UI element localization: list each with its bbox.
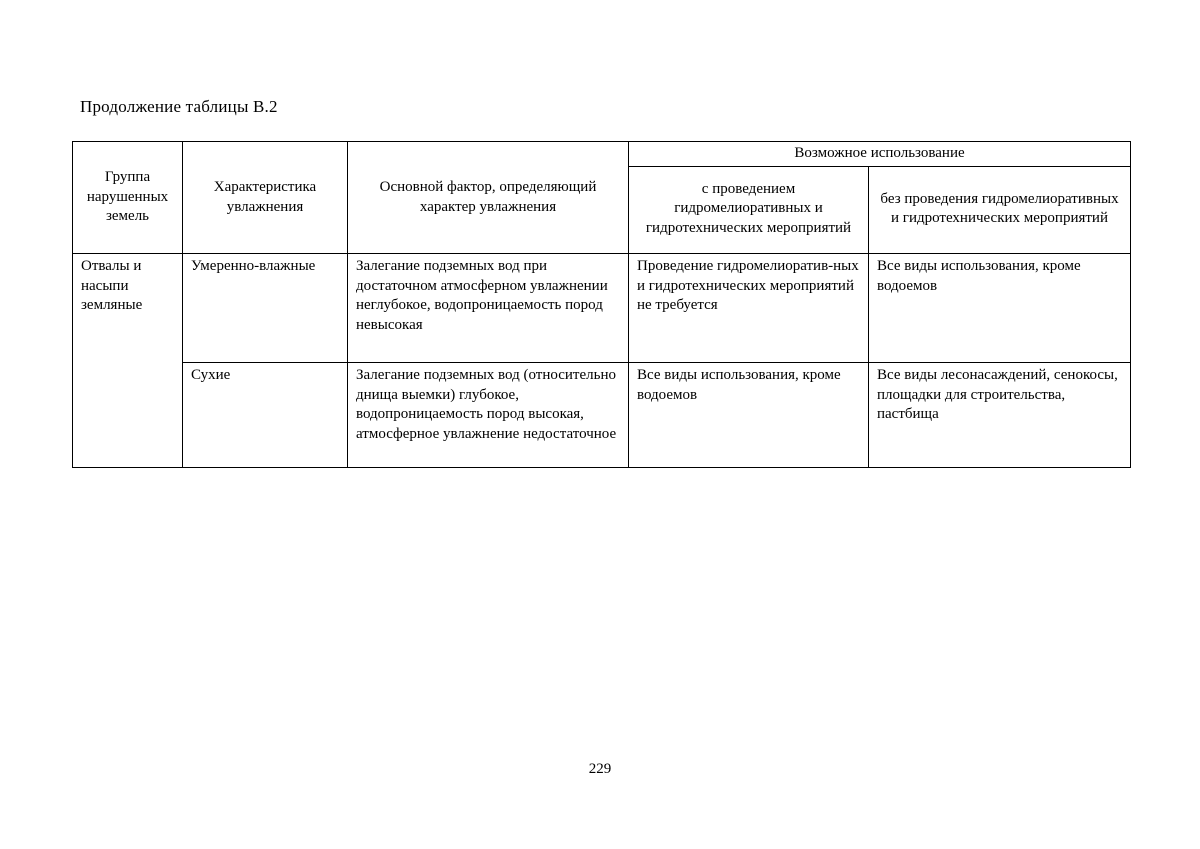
table-caption: Продолжение таблицы В.2 (80, 97, 278, 116)
header-cell-group: Группа нарушенных земель (73, 142, 183, 254)
table-row (73, 254, 1131, 363)
group-cell: Отвалы и насыпи земляные (73, 254, 183, 468)
page-number: 229 (588, 761, 612, 777)
moisture-cell: Умеренно-влажные (183, 254, 348, 363)
with-measures-cell: Все виды использования, кроме водоемов (629, 363, 869, 468)
header-cell-with-measures: с проведением гидромелиоративных и гидротехнических мероприятий (629, 167, 869, 254)
without-measures-cell: Все виды использования, кроме водоемов (869, 254, 1131, 363)
header-cell-without-measures: без проведения гидромелиоративных и гидротехнических мероприятий (869, 167, 1131, 254)
header-cell-moisture: Характеристика увлажнения (183, 142, 348, 254)
without-measures-cell: Все виды лесонасаждений, сенокосы, площадки для строительства, пастбища (869, 363, 1131, 468)
moisture-cell: Сухие (183, 363, 348, 468)
header-row-top (73, 142, 1131, 167)
header-cell-factor: Основной фактор, определяющий характер увлажнения (348, 142, 629, 254)
land-use-table (72, 141, 1131, 468)
table-row (73, 363, 1131, 468)
factor-cell: Залегание подземных вод (относительно днища выемки) глубокое, водопроницаемость пород высокая, атмосферное увлажнение недостаточное (348, 363, 629, 468)
factor-cell: Залегание подземных вод при достаточном атмосферном увлажнении неглубокое, водопроницаемость пород невысокая (348, 254, 629, 363)
with-measures-cell: Проведение гидромелиоратив-ных и гидротехнических мероприятий не требуется (629, 254, 869, 363)
header-cell-possible-use: Возможное использование (629, 142, 1131, 167)
